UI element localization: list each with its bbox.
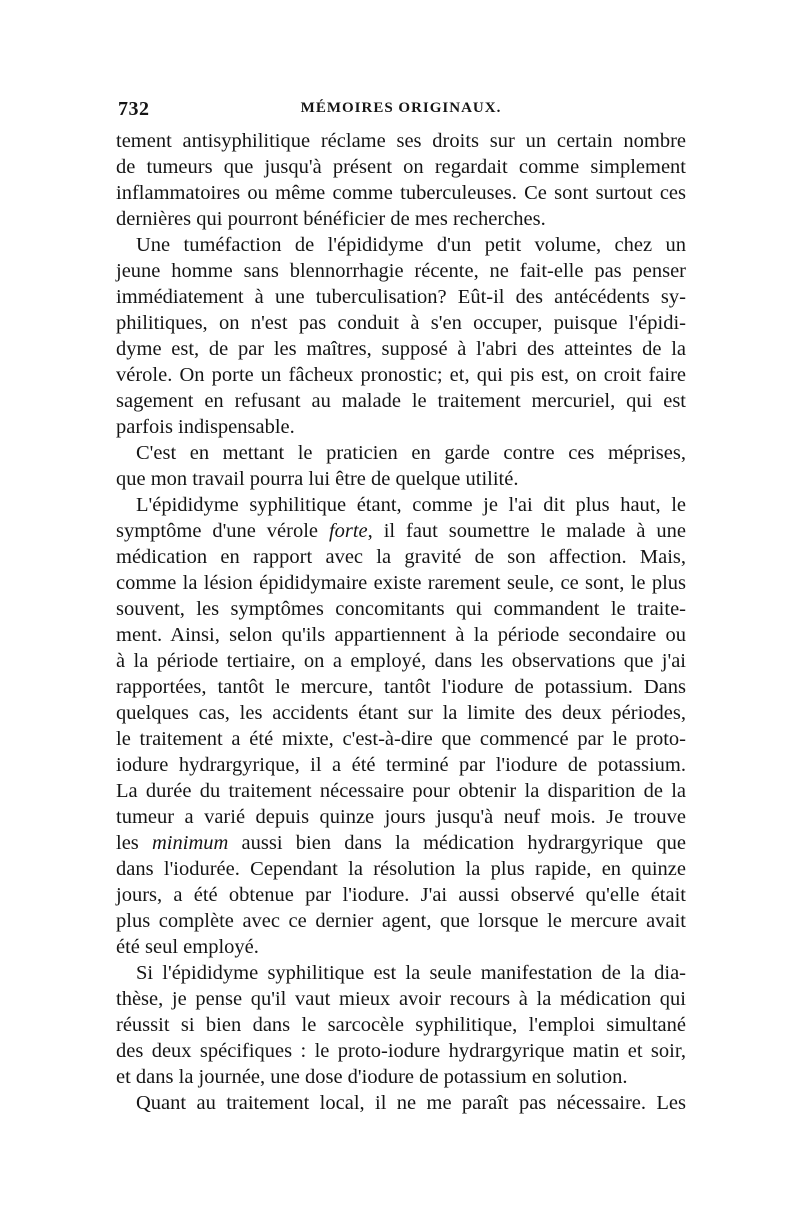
text-line: Une tuméfaction de l'épididyme d'un petit volume, chez un bbox=[136, 234, 686, 256]
text-line: les minimum aussi bien dans la médication hydrargyrique que bbox=[116, 832, 686, 854]
text-line: parfois indispensable. bbox=[116, 416, 295, 438]
text-line: quelques cas, les accidents étant sur la limite des deux périodes, bbox=[116, 702, 686, 724]
text-line: jours, a été obtenue par l'iodure. J'ai aussi observé qu'elle était bbox=[116, 884, 686, 906]
text-line: rapportées, tantôt le mercure, tantôt l'iodure de potassium. Dans bbox=[116, 676, 686, 698]
text-line: plus complète avec ce dernier agent, que lorsque le mercure avait bbox=[116, 910, 686, 932]
text-line: jeune homme sans blennorrhagie récente, ne fait-elle pas penser bbox=[116, 260, 686, 282]
text-line: vérole. On porte un fâcheux pronostic; et, qui pis est, on croit faire bbox=[116, 364, 686, 386]
text-line: ment. Ainsi, selon qu'ils appartiennent à la période secondaire ou bbox=[116, 624, 686, 646]
text-line: C'est en mettant le praticien en garde contre ces méprises, bbox=[136, 442, 686, 464]
text-line: sagement en refusant au malade le traitement mercuriel, qui est bbox=[116, 390, 686, 412]
text-line: de tumeurs que jusqu'à présent on regardait comme simplement bbox=[116, 156, 686, 178]
text-line: dans l'iodurée. Cependant la résolution la plus rapide, en quinze bbox=[116, 858, 686, 880]
text-line: immédiatement à une tuberculisation? Eût-il des antécédents sy- bbox=[116, 286, 686, 308]
text-line: thèse, je pense qu'il vaut mieux avoir recours à la médication qui bbox=[116, 988, 686, 1010]
text-line: que mon travail pourra lui être de quelque utilité. bbox=[116, 468, 519, 490]
text-line: à la période tertiaire, on a employé, dans les observations que j'ai bbox=[116, 650, 686, 672]
running-head bbox=[118, 98, 684, 124]
text-line: tement antisyphilitique réclame ses droits sur un certain nombre bbox=[116, 130, 686, 152]
running-title: MÉMOIRES ORIGINAUX. bbox=[300, 100, 502, 116]
text-line: symptôme d'une vérole forte, il faut soumettre le malade à une bbox=[116, 520, 686, 542]
text-line: philitiques, on n'est pas conduit à s'en occuper, puisque l'épidi- bbox=[116, 312, 686, 334]
text-line: tumeur a varié depuis quinze jours jusqu'à neuf mois. Je trouve bbox=[116, 806, 686, 828]
italic-word: minimum bbox=[152, 832, 229, 854]
text-line: Si l'épididyme syphilitique est la seule manifestation de la dia- bbox=[136, 962, 686, 984]
text-line: été seul employé. bbox=[116, 936, 259, 958]
text-line: le traitement a été mixte, c'est-à-dire que commencé par le proto- bbox=[116, 728, 686, 750]
text-line: iodure hydrargyrique, il a été terminé par l'iodure de potassium. bbox=[116, 754, 686, 776]
text-line: des deux spécifiques : le proto-iodure hydrargyrique matin et soir, bbox=[116, 1040, 686, 1062]
text-line: comme la lésion épididymaire existe rarement seule, ce sont, le plus bbox=[116, 572, 686, 594]
text-line: L'épididyme syphilitique étant, comme je l'ai dit plus haut, le bbox=[136, 494, 686, 516]
text-line: Quant au traitement local, il ne me paraît pas nécessaire. Les bbox=[136, 1092, 686, 1114]
italic-word: forte bbox=[328, 520, 368, 542]
text-line: et dans la journée, une dose d'iodure de potassium en solution. bbox=[116, 1066, 628, 1088]
text-line: inflammatoires ou même comme tuberculeuses. Ce sont surtout ces bbox=[116, 182, 686, 204]
text-line: médication en rapport avec la gravité de son affection. Mais, bbox=[116, 546, 686, 568]
text-line: dernières qui pourront bénéficier de mes recherches. bbox=[116, 208, 546, 230]
page-number: 732 bbox=[118, 98, 150, 120]
text-line: dyme est, de par les maîtres, supposé à l'abri des atteintes de la bbox=[116, 338, 686, 360]
text-line: souvent, les symptômes concomitants qui commandent le traite- bbox=[116, 598, 686, 620]
text-line: La durée du traitement nécessaire pour obtenir la disparition de la bbox=[116, 780, 686, 802]
body-text bbox=[116, 128, 686, 1116]
text-line: réussit si bien dans le sarcocèle syphilitique, l'emploi simultané bbox=[116, 1014, 686, 1036]
